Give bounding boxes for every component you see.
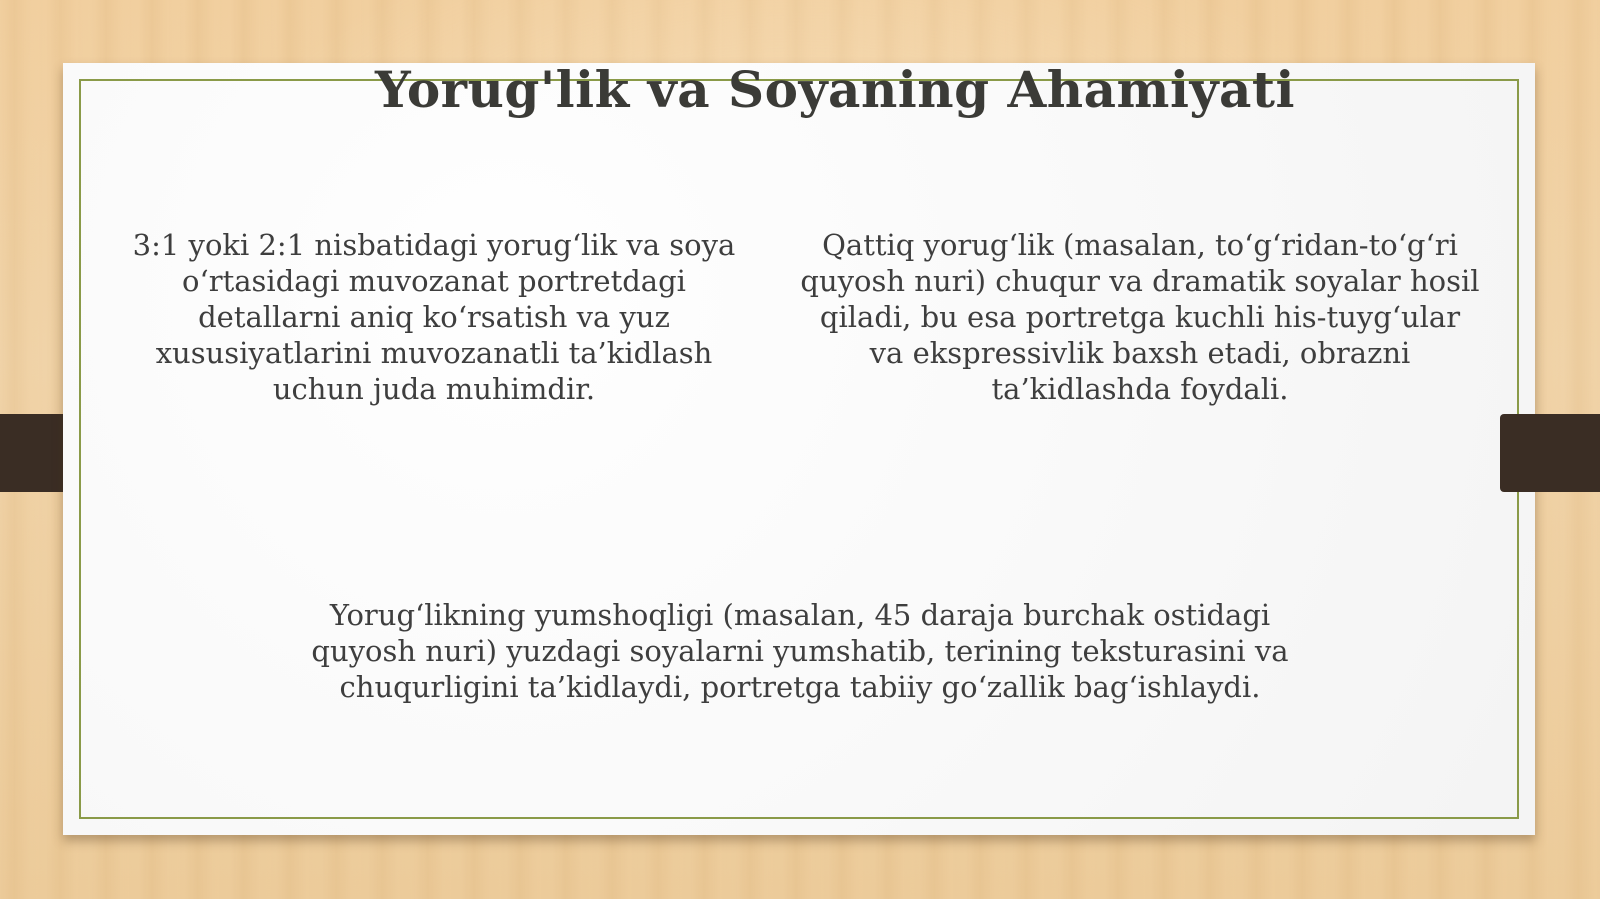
bottom-text-block: Yorug‘likning yumshoqligi (masalan, 45 daraja burchak ostidagi quyosh nuri) yuzdagi soyalarni yumshatib, terining teksturasini va chuqurligini ta’kidlaydi, portretga tabiiy go‘zallik bag‘ishlaydi. xyxy=(311,598,1289,704)
slide-card xyxy=(63,63,1535,835)
slide-title: Yorug'lik va Soyaning Ahamiyati xyxy=(374,60,1296,119)
right-binder-clip xyxy=(1500,414,1600,492)
card-border xyxy=(79,79,1519,819)
right-text-block: Qattiq yorug‘lik (masalan, to‘g‘ridan-to‘g‘ri quyosh nuri) chuqur va dramatik soyalar hosil qiladi, bu esa portretga kuchli his-tuyg‘ular va ekspressivlik baxsh etadi, obrazni ta’kidlashda foydali. xyxy=(800,228,1480,406)
left-text-block: 3:1 yoki 2:1 nisbatidagi yorug‘lik va soya o‘rtasidagi muvozanat portretdagi detallarni aniq ko‘rsatish va yuz xususiyatlarini muvozanatli ta’kidlash uchun juda muhimdir. xyxy=(132,228,736,406)
